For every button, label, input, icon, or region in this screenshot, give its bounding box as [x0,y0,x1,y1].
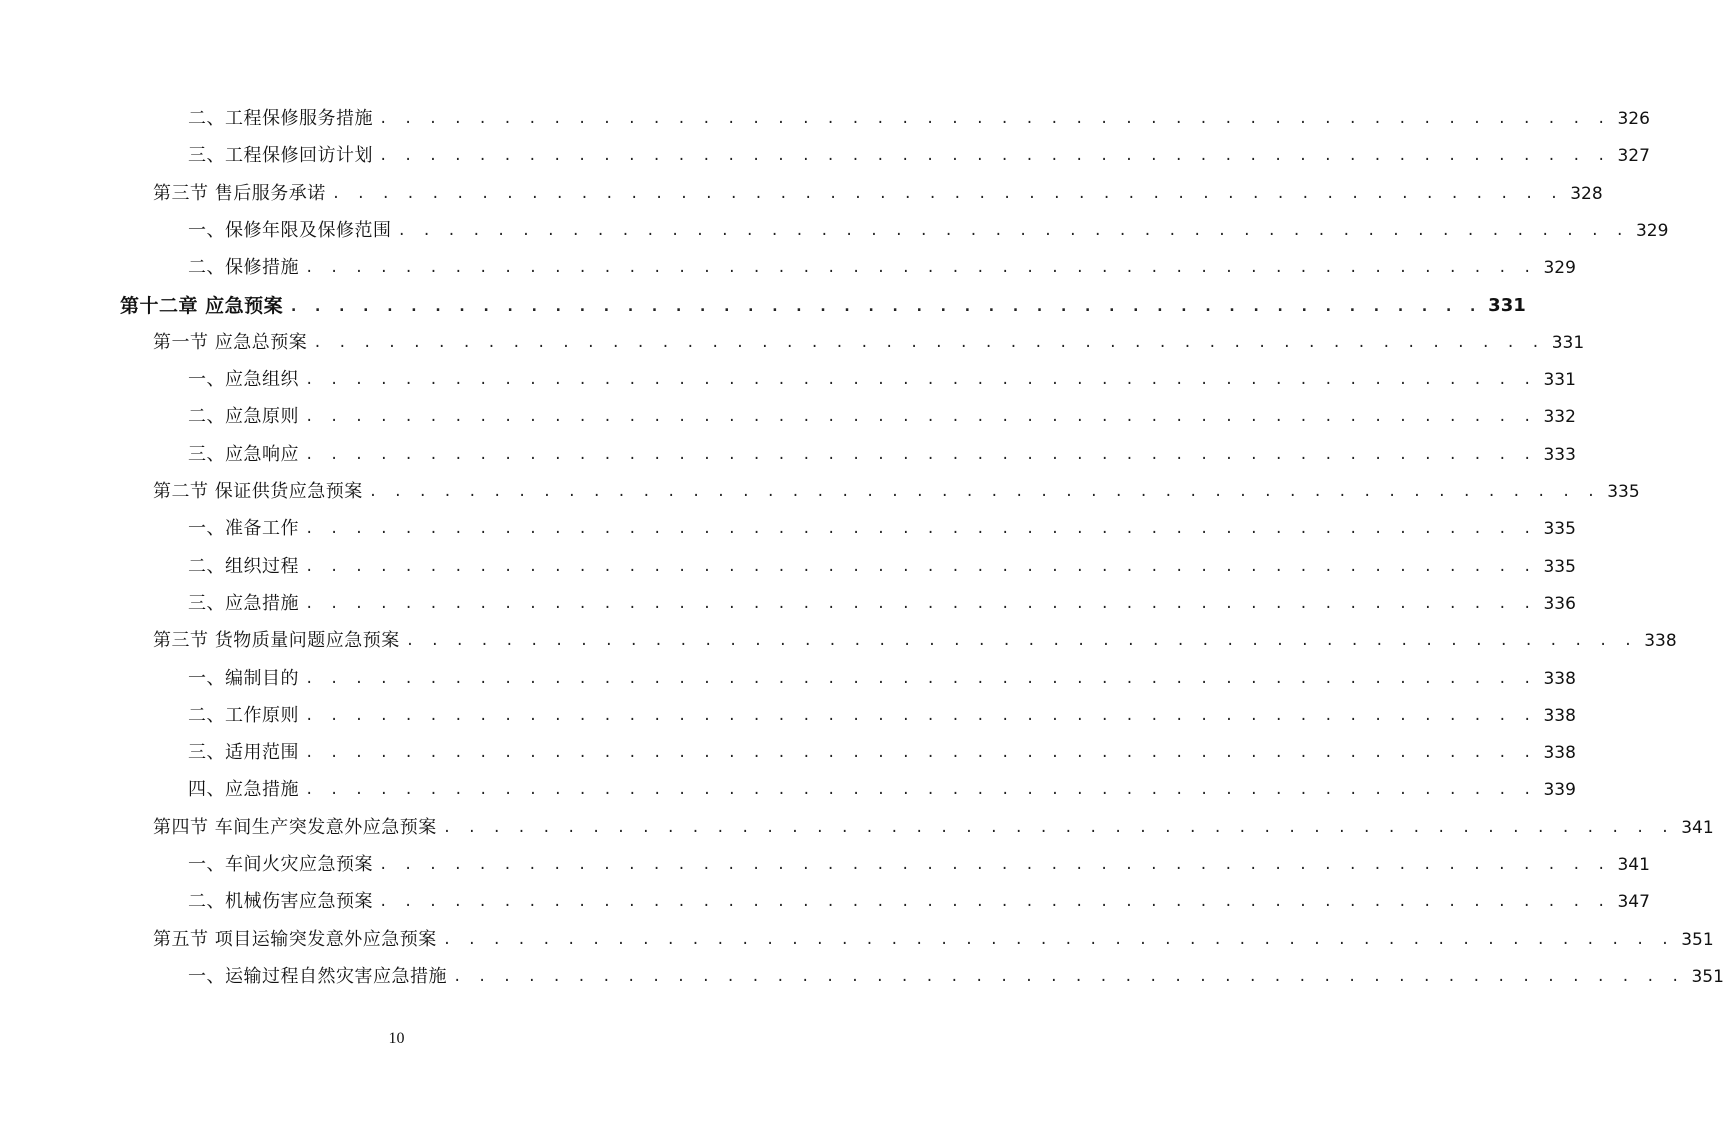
toc-leader-dots: . . . . . . . . . . . . . . . . . . . . . . . . . . . . . . . . . . . . . . . . . . . . . . . . . . [305,558,1536,575]
toc-leader-dots: . . . . . . . . . . . . . . . . . . . . . . . . . . . . . . . . . . . . . . . . . . . . . . . . . . [305,670,1536,687]
toc-leader-dots: . . . . . . . . . . . . . . . . . . . . . . . . . . . . . . . . . . . . . . . . . . . . . . . . . . [305,782,1536,799]
toc-entry-page: 351 [1681,929,1714,950]
toc-leader-dots: . . . . . . . . . . . . . . . . . . . . . . . . . . . . . . . . . . . . . . . . . . . . . . . . . . [313,334,1544,351]
toc-leader-dots: . . . . . . . . . . . . . . . . . . . . . . . . . . . . . . . . . . . . . . . . . . . . . . . . . . [289,296,1481,315]
toc-entry-title: 第十二章 应急预案 [120,294,284,317]
toc-entry-title: 三、应急措施 [188,592,299,614]
toc-entry-title: 二、应急原则 [188,406,299,428]
toc-entry[interactable] [188,850,1650,880]
toc-entry[interactable] [188,701,1576,731]
toc-entry-title: 一、车间火灾应急预案 [188,854,373,875]
toc-entry-page: 335 [1543,556,1576,577]
toc-entry[interactable] [188,589,1576,619]
toc-entry[interactable] [188,216,1669,246]
toc-entry-title: 三、应急响应 [188,443,299,465]
toc-leader-dots: . . . . . . . . . . . . . . . . . . . . . . . . . . . . . . . . . . . . . . . . . . . . . . . . . . [305,372,1536,389]
page-number: 10 [388,1030,405,1047]
toc-entry-page: 331 [1488,294,1526,316]
toc-entry[interactable] [188,664,1576,694]
toc-entry-page: 351 [1691,966,1724,987]
toc-entry-page: 333 [1543,444,1576,465]
toc-entry-title: 一、保修年限及保修范围 [188,219,392,241]
toc-leader-dots: . . . . . . . . . . . . . . . . . . . . . . . . . . . . . . . . . . . . . . . . . . . . . . . . . . [379,857,1610,873]
toc-entry-page: 335 [1607,482,1640,502]
toc-entry-page: 347 [1617,892,1650,913]
toc-leader-dots: . . . . . . . . . . . . . . . . . . . . . . . . . . . . . . . . . . . . . . . . . . . . . . . . . . [405,633,1637,650]
toc-entry[interactable] [188,552,1576,582]
toc-entry[interactable] [153,328,1585,358]
toc-entry[interactable] [153,626,1677,656]
toc-entry[interactable] [188,738,1576,768]
toc-leader-dots: . . . . . . . . . . . . . . . . . . . . . . . . . . . . . . . . . . . . . . . . . . . . . . . . . . [331,185,1563,202]
toc-entry-page: 328 [1570,183,1603,204]
toc-leader-dots: . . . . . . . . . . . . . . . . . . . . . . . . . . . . . . . . . . . . . . . . . . . . . . . . . . [442,931,1674,948]
toc-entry-title: 一、运输过程自然灾害应急措施 [188,965,447,987]
toc-entry-page: 338 [1543,743,1576,764]
toc-entry[interactable] [188,365,1576,395]
toc-entry[interactable] [188,887,1650,917]
toc-entry-page: 338 [1543,668,1576,689]
toc-entry-title: 第二节 保证供货应急预案 [153,481,363,502]
toc-entry[interactable] [188,253,1576,283]
toc-entry-title: 第一节 应急总预案 [153,331,308,353]
toc-entry[interactable] [188,962,1724,992]
toc-leader-dots: . . . . . . . . . . . . . . . . . . . . . . . . . . . . . . . . . . . . . . . . . . . . . . . . . . [368,484,1600,500]
toc-entry-page: 338 [1543,705,1576,726]
toc-entry-page: 339 [1543,780,1576,801]
toc-entry-page: 331 [1543,370,1576,391]
toc-entry-title: 二、机械伤害应急预案 [188,891,373,913]
toc-entry-page: 341 [1617,855,1650,875]
toc-leader-dots: . . . . . . . . . . . . . . . . . . . . . . . . . . . . . . . . . . . . . . . . . . . . . . . . . . [305,521,1536,538]
toc-entry[interactable] [188,775,1576,805]
toc-leader-dots: . . . . . . . . . . . . . . . . . . . . . . . . . . . . . . . . . . . . . . . . . . . . . . . . . . [305,260,1536,277]
toc-leader-dots: . . . . . . . . . . . . . . . . . . . . . . . . . . . . . . . . . . . . . . . . . . . . . . . . . . [305,745,1536,762]
toc-entry-page: 327 [1617,146,1650,167]
toc-entry-title: 第五节 项目运输突发意外应急预案 [153,928,437,950]
toc-entry[interactable] [153,179,1603,209]
toc-entry-title: 一、应急组织 [188,369,299,391]
toc-leader-dots: . . . . . . . . . . . . . . . . . . . . . . . . . . . . . . . . . . . . . . . . . . . . . . . . . . [442,819,1674,836]
toc-entry-page: 329 [1543,258,1576,279]
toc-entry-page: 335 [1543,519,1576,540]
toc-entry-title: 二、组织过程 [188,555,299,577]
toc-entry-title: 四、应急措施 [188,779,299,801]
toc-entry-page: 329 [1635,220,1669,241]
toc-entry-page: 341 [1681,817,1714,838]
toc-entry[interactable] [188,104,1650,134]
toc-entry[interactable] [188,514,1576,544]
toc-leader-dots: . . . . . . . . . . . . . . . . . . . . . . . . . . . . . . . . . . . . . . . . . . . . . . . . . . [379,148,1610,165]
toc-leader-dots: . . . . . . . . . . . . . . . . . . . . . . . . . . . . . . . . . . . . . . . . . . . . . . . . . . [305,595,1536,612]
toc-entry[interactable] [188,440,1576,470]
toc-entry-page: 331 [1551,332,1585,353]
toc-leader-dots: . . . . . . . . . . . . . . . . . . . . . . . . . . . . . . . . . . . . . . . . . . . . . . . . . . [453,968,1684,985]
toc-entry-title: 二、保修措施 [188,257,299,279]
toc-entry-title: 一、编制目的 [188,667,299,689]
toc-entry-page: 336 [1543,593,1576,614]
toc-entry-title: 二、工作原则 [188,704,299,726]
toc-entry[interactable] [188,402,1576,432]
toc-entry[interactable] [188,141,1650,171]
toc-leader-dots: . . . . . . . . . . . . . . . . . . . . . . . . . . . . . . . . . . . . . . . . . . . . . . . . . . [305,409,1536,426]
toc-entry-title: 第三节 货物质量问题应急预案 [153,630,400,652]
toc-entry-page: 326 [1617,109,1650,129]
toc-leader-dots: . . . . . . . . . . . . . . . . . . . . . . . . . . . . . . . . . . . . . . . . . . . . . . . . . . [397,222,1628,239]
toc-entry-title: 二、工程保修服务措施 [188,108,373,129]
toc-leader-dots: . . . . . . . . . . . . . . . . . . . . . . . . . . . . . . . . . . . . . . . . . . . . . . . . . . [379,894,1610,911]
toc-entry-title: 一、准备工作 [188,518,299,540]
toc-entry-title: 三、适用范围 [188,742,299,764]
toc-entry-title: 三、工程保修回访计划 [188,145,373,167]
toc-entry[interactable] [153,477,1640,507]
toc-leader-dots: . . . . . . . . . . . . . . . . . . . . . . . . . . . . . . . . . . . . . . . . . . . . . . . . . . [305,707,1536,724]
toc-entry[interactable] [153,925,1714,955]
toc-entry[interactable] [120,291,1526,321]
toc-leader-dots: . . . . . . . . . . . . . . . . . . . . . . . . . . . . . . . . . . . . . . . . . . . . . . . . . . [305,446,1536,463]
toc-entry-page: 338 [1644,631,1677,652]
toc-entry-title: 第三节 售后服务承诺 [153,182,326,204]
toc-entry-page: 332 [1543,407,1576,428]
toc-entry[interactable] [153,813,1714,843]
toc-leader-dots: . . . . . . . . . . . . . . . . . . . . . . . . . . . . . . . . . . . . . . . . . . . . . . . . . . [379,111,1610,127]
toc-entry-title: 第四节 车间生产突发意外应急预案 [153,816,437,838]
